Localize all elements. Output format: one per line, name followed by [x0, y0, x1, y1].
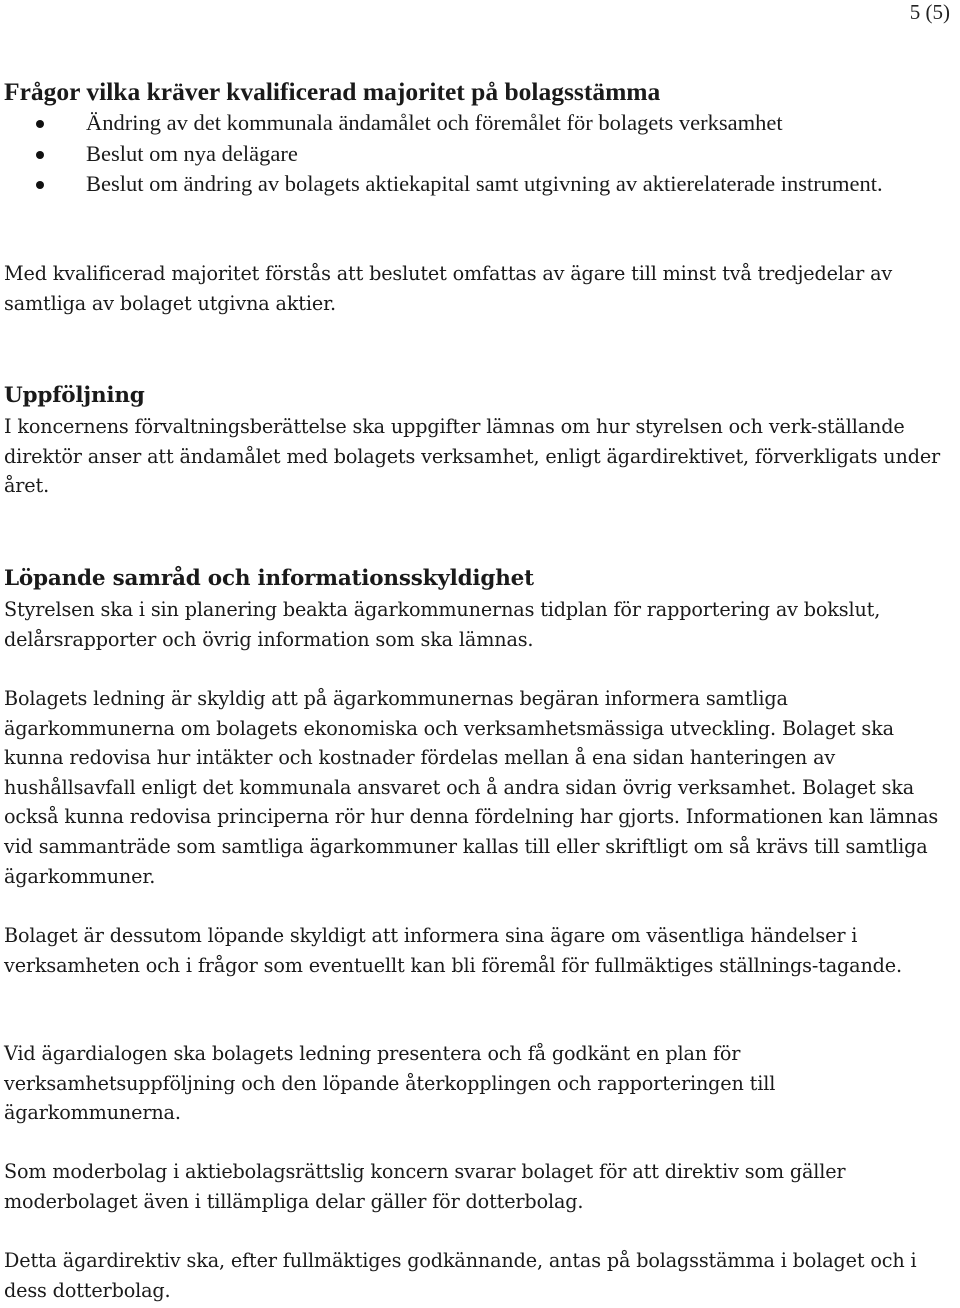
- paragraph: Styrelsen ska i sin planering beakta ägarkommunernas tidplan för rapportering av bokslut, delårsrapporter och övrig information som ska lämnas.: [4, 598, 881, 651]
- paragraph-block: [4, 1246, 956, 1305]
- bullet-icon: [36, 151, 44, 159]
- majority-definition: [4, 259, 956, 318]
- bullet-icon: [36, 120, 44, 128]
- section-followup: [4, 380, 956, 501]
- section-heading: Frågor vilka kräver kvalificerad majoritet på bolagsstämma: [4, 77, 661, 106]
- section-heading: Löpande samråd och informationsskyldighet: [4, 566, 534, 591]
- section-qualified-majority: [4, 76, 956, 200]
- paragraph-block: [4, 684, 956, 891]
- paragraph: Bolaget är dessutom löpande skyldigt att informera sina ägare om väsentliga händelser i verksamheten och i frågor som eventuellt kan bli föremål för fullmäktiges ställnings-tagande.: [4, 924, 902, 977]
- bullet-list: [4, 108, 956, 200]
- paragraph: Detta ägardirektiv ska, efter fullmäktiges godkännande, antas på bolagsstämma i bolaget och i dess dotterbolag.: [4, 1249, 917, 1302]
- paragraph-block: [4, 921, 956, 980]
- paragraph: Med kvalificerad majoritet förstås att beslutet omfattas av ägare till minst två tredjedelar av samtliga av bolaget utgivna aktier.: [4, 262, 893, 315]
- paragraph: Som moderbolag i aktiebolagsrättslig koncern svarar bolaget för att direktiv som gäller moderbolaget även i tillämpliga delar gäller för dotterbolag.: [4, 1160, 846, 1213]
- page-number: 5 (5): [909, 0, 950, 24]
- list-item: Beslut om nya delägare: [4, 139, 956, 170]
- list-item: Ändring av det kommunala ändamålet och föremålet för bolagets verksamhet: [4, 108, 956, 139]
- bullet-icon: [36, 181, 44, 189]
- paragraph: I koncernens förvaltningsberättelse ska uppgifter lämnas om hur styrelsen och verk-ställande direktör anser att ändamålet med bolagets verksamhet, enligt ägardirektivet, förverkligats under året.: [4, 415, 941, 498]
- section-consultation: [4, 563, 956, 654]
- paragraph: Bolagets ledning är skyldig att på ägarkommunernas begäran informera samtliga ägarkommunerna om bolagets ekonomiska och verksamhetsmässiga utveckling. Bolaget ska kunna redovisa hur intäkter och kostnader fördelas mellan å ena sidan hanteringen av hushållsavfall enligt det kommunala ansvaret och å andra sidan övrig verksamhet. Bolaget ska också kunna redovisa principerna rör hur denna fördelning har gjorts. Informationen kan lämnas vid sammanträde som samtliga ägarkommuner kallas till eller skriftligt om så krävs till samtliga ägarkommuner.: [4, 687, 939, 888]
- section-heading: Uppföljning: [4, 383, 145, 408]
- paragraph-block: [4, 1157, 956, 1216]
- paragraph-block: [4, 1039, 956, 1128]
- list-item: Beslut om ändring av bolagets aktiekapital samt utgivning av aktierelaterade instrument.: [4, 169, 956, 200]
- paragraph: Vid ägardialogen ska bolagets ledning presentera och få godkänt en plan för verksamhetsuppföljning och den löpande återkopplingen och rapporteringen till ägarkommunerna.: [4, 1042, 776, 1125]
